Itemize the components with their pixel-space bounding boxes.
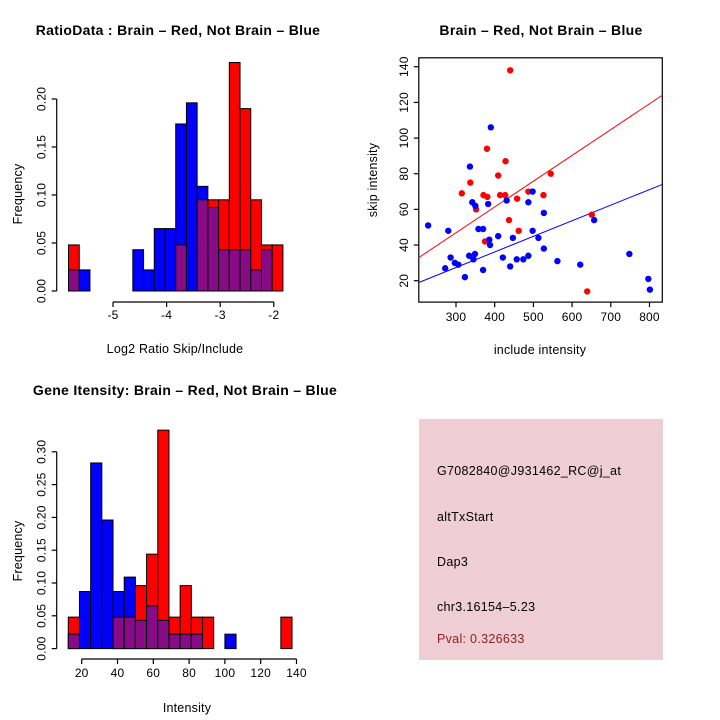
hist-bar-blue	[79, 270, 90, 291]
scatter-point-not_brain_blue	[535, 235, 541, 241]
scatter-point-not_brain_blue	[486, 236, 492, 242]
x-tick-label: 800	[639, 310, 660, 324]
x-tick-label: 60	[146, 666, 161, 680]
hist-bar-blue	[154, 229, 165, 291]
scatter-point-not_brain_blue	[485, 201, 491, 207]
y-tick-label: 0.25	[34, 472, 49, 497]
hist-bar-overlap	[240, 250, 251, 291]
y-axis-title: Frequency	[11, 520, 25, 582]
scatter-point-not_brain_blue	[529, 188, 535, 194]
x-tick-label: 100	[214, 666, 236, 680]
x-tick-label: 500	[523, 310, 544, 324]
y-tick-label: 140	[396, 56, 411, 78]
scatter-point-not_brain_blue	[480, 267, 486, 273]
scatter-point-not_brain_blue	[488, 124, 494, 130]
hist-bar-blue	[79, 592, 90, 649]
hist-bar-overlap	[180, 634, 191, 648]
y-tick-label: 0.10	[34, 182, 49, 208]
y-axis-title: skip intensity	[366, 142, 380, 218]
hist-bar-blue	[225, 634, 236, 648]
scatter-point-not_brain_blue	[455, 261, 461, 267]
hist-bar-red	[281, 617, 292, 648]
panel-title: Gene Itensity: Brain – Red, Not Brain – Blue	[32, 382, 338, 398]
y-tick-label: 0.20	[34, 505, 49, 530]
scatter-point-not_brain_blue	[525, 253, 531, 259]
x-tick-label: -5	[107, 308, 119, 322]
hist-bar-overlap	[219, 250, 230, 291]
y-tick-label: 0.20	[34, 86, 49, 112]
y-tick-label: 20	[396, 273, 411, 288]
hist-bar-blue	[144, 270, 155, 291]
scatter-point-not_brain_blue	[554, 258, 560, 264]
scatter-point-not_brain_blue	[577, 261, 583, 267]
hist-bar-overlap	[69, 270, 80, 291]
scatter-point-not_brain_blue	[525, 199, 531, 205]
x-tick-label: 600	[561, 310, 583, 324]
y-tick-label: 0.05	[34, 603, 49, 628]
locus-text: chr3.16154–5.23	[437, 600, 536, 614]
hist-bar-overlap	[229, 250, 240, 291]
hist-bar-blue	[133, 250, 144, 291]
y-tick-label: 0.00	[34, 278, 49, 304]
scatter-point-not_brain_blue	[500, 254, 506, 260]
hist-bar-overlap	[169, 634, 180, 648]
x-axis-title: include intensity	[493, 343, 587, 357]
hist-bar-overlap	[251, 270, 262, 291]
hist-bar-overlap	[158, 620, 169, 648]
scatter-point-not_brain_blue	[462, 274, 468, 280]
scatter-point-brain_red	[459, 190, 465, 196]
y-tick-label: 40	[396, 238, 411, 252]
hist-bar-red	[272, 245, 283, 291]
hist-bar-overlap	[197, 200, 208, 291]
scatter-point-not_brain_blue	[447, 254, 453, 260]
y-tick-label: 100	[396, 127, 411, 149]
y-tick-label: 60	[396, 202, 411, 217]
scatter-point-not_brain_blue	[647, 286, 653, 292]
scatter-point-brain_red	[506, 217, 512, 223]
x-tick-label: 140	[286, 666, 307, 680]
scatter-point-not_brain_blue	[591, 217, 597, 223]
y-tick-label: 0.30	[34, 439, 49, 464]
scatter-point-not_brain_blue	[507, 263, 513, 269]
scatter-point-brain_red	[484, 146, 490, 152]
scatter-point-not_brain_blue	[541, 245, 547, 251]
x-tick-label: -2	[268, 308, 280, 322]
scatter-point-not_brain_blue	[510, 235, 516, 241]
scatter-point-brain_red	[584, 288, 590, 294]
gene-name-text: Dap3	[437, 555, 469, 569]
scatter-point-not_brain_blue	[480, 226, 486, 232]
scatter-point-not_brain_blue	[472, 251, 478, 257]
y-tick-label: 0.15	[34, 538, 49, 563]
hist-bar-red	[203, 617, 214, 648]
scatter-point-brain_red	[484, 194, 490, 200]
scatter-point-not_brain_blue	[626, 251, 632, 257]
x-tick-label: -3	[214, 308, 226, 322]
splice-type-text: altTxStart	[437, 510, 494, 524]
x-tick-label: 80	[182, 666, 196, 680]
scatter-point-not_brain_blue	[442, 265, 448, 271]
hist-bar-overlap	[176, 245, 187, 291]
hist-bar-overlap	[261, 250, 272, 291]
pvalue-text: Pval: 0.326633	[437, 632, 525, 646]
scatter-point-not_brain_blue	[529, 228, 535, 234]
scatter-point-not_brain_blue	[503, 197, 509, 203]
hist-bar-overlap	[68, 634, 79, 648]
scatter-point-not_brain_blue	[425, 222, 431, 228]
y-tick-label: 0.10	[34, 570, 49, 596]
x-tick-label: 700	[600, 310, 622, 324]
hist-bar-overlap	[208, 207, 219, 291]
scatter-point-brain_red	[515, 228, 521, 234]
x-tick-label: 120	[250, 666, 272, 680]
y-axis-title: Frequency	[11, 163, 25, 225]
scatter-point-not_brain_blue	[645, 276, 651, 282]
hist-bar-overlap	[124, 617, 135, 648]
scatter-point-not_brain_blue	[467, 163, 473, 169]
hist-bar-overlap	[113, 617, 124, 648]
hist-bar-overlap	[135, 620, 146, 648]
x-tick-label: 400	[484, 310, 506, 324]
x-tick-label: 300	[445, 310, 467, 324]
hist-bar-overlap	[147, 606, 158, 649]
y-tick-label: 80	[396, 166, 411, 181]
y-tick-label: 0.05	[34, 230, 49, 256]
y-tick-label: 0.15	[34, 134, 49, 160]
scatter-point-brain_red	[495, 172, 501, 178]
hist-bar-blue	[165, 229, 176, 291]
hist-bar-blue	[186, 103, 197, 291]
scatter-point-brain_red	[548, 171, 554, 177]
x-axis-title: Log2 Ratio Skip/Include	[106, 342, 244, 356]
scatter-point-brain_red	[507, 67, 513, 73]
scatter-point-not_brain_blue	[445, 228, 451, 234]
scatter-point-not_brain_blue	[541, 210, 547, 216]
x-tick-label: -4	[161, 308, 173, 322]
panel-title: RatioData : Brain – Red, Not Brain – Blue	[35, 22, 321, 38]
x-tick-label: 40	[110, 666, 125, 680]
scatter-point-not_brain_blue	[495, 233, 501, 239]
y-tick-label: 0.00	[34, 636, 49, 661]
scatter-point-not_brain_blue	[472, 203, 478, 209]
scatter-point-brain_red	[467, 179, 473, 185]
info-panel	[419, 419, 663, 660]
hist-bar-blue	[102, 520, 113, 649]
panel-title: Brain – Red, Not Brain – Blue	[439, 22, 643, 38]
x-tick-label: 20	[74, 666, 89, 680]
scatter-point-brain_red	[514, 195, 520, 201]
scatter-point-not_brain_blue	[487, 242, 493, 248]
probe-id-text: G7082840@J931462_RC@j_at	[437, 464, 622, 478]
y-tick-label: 120	[396, 92, 411, 113]
hist-bar-blue	[91, 463, 102, 649]
scatter-point-brain_red	[502, 158, 508, 164]
hist-bar-red	[158, 430, 169, 648]
scatter-point-brain_red	[540, 192, 546, 198]
scatter-point-not_brain_blue	[514, 256, 520, 262]
hist-bar-overlap	[191, 634, 202, 648]
x-axis-title: Intensity	[162, 701, 212, 715]
